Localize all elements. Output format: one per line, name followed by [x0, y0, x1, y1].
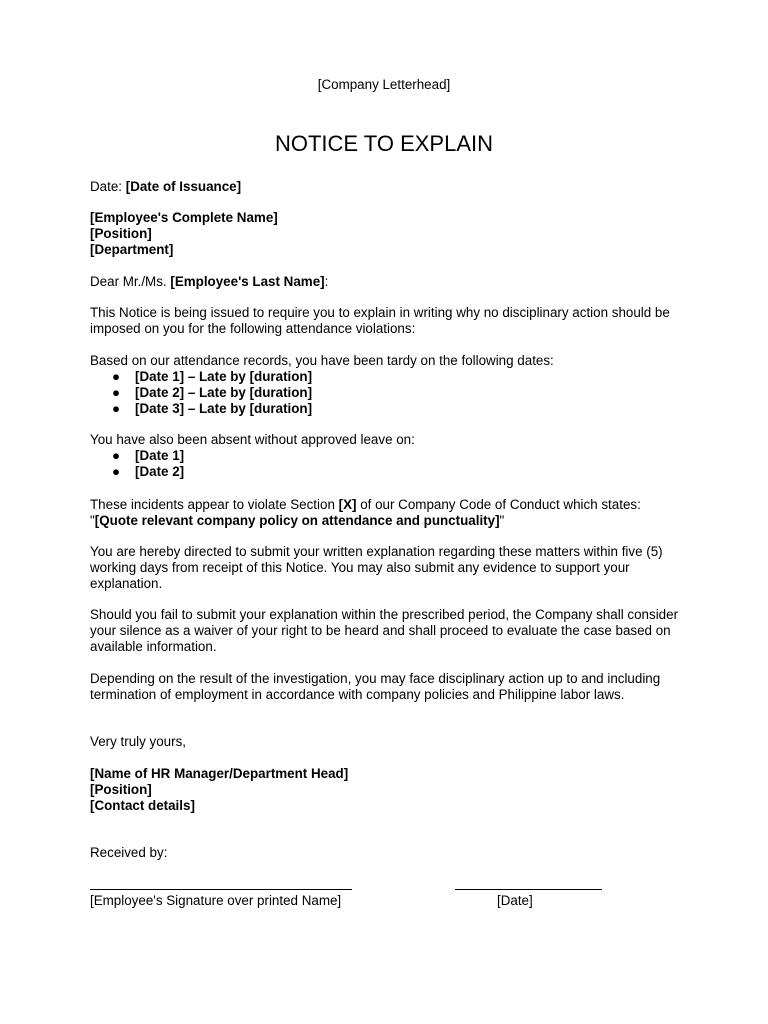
tardy-item: [Date 1] – Late by [duration] — [135, 369, 313, 384]
bullet-icon: ● — [112, 448, 121, 463]
salutation-prefix: Dear Mr./Ms. — [90, 274, 171, 289]
violation-suffix: of our Company Code of Conduct which states: — [356, 497, 641, 512]
date-line — [90, 179, 241, 195]
received-by: Received by: — [90, 845, 168, 860]
salutation-suffix: : — [324, 274, 329, 289]
salutation-name: [Employee's Last Name] — [170, 274, 325, 289]
salutation — [90, 274, 328, 290]
signature-label: [Employee's Signature over printed Name] — [90, 893, 342, 908]
policy-quote — [90, 513, 504, 529]
violation-line — [90, 497, 641, 513]
quote-close: " — [499, 513, 505, 528]
list-item — [112, 369, 312, 385]
closing: Very truly yours, — [90, 734, 186, 749]
employee-signature-line — [90, 889, 352, 890]
date-label: Date: — [90, 179, 126, 194]
list-item — [112, 464, 184, 480]
tardy-intro: Based on our attendance records, you have been tardy on the following dates: — [90, 353, 554, 368]
signatory-name: [Name of HR Manager/Department Head] — [90, 766, 349, 781]
failure-paragraph: Should you fail to submit your explanation within the prescribed period, the Company shall consider your silence as a waiver of your right to be heard and shall proceed to evaluate the case based on available information. — [90, 607, 679, 654]
signatory-position: [Position] — [90, 782, 152, 797]
document-title: NOTICE TO EXPLAIN — [274, 131, 494, 156]
signatory-contact: [Contact details] — [90, 798, 195, 813]
recipient-department: [Department] — [90, 242, 174, 257]
list-item — [112, 401, 312, 417]
date-value: [Date of Issuance] — [125, 179, 242, 194]
intro-paragraph: This Notice is being issued to require you to explain in writing why no disciplinary action should be imposed on you for the following attendance violations: — [90, 305, 670, 336]
absent-item: [Date 2] — [135, 464, 185, 479]
recipient-position: [Position] — [90, 226, 152, 241]
violation-section: [X] — [338, 497, 357, 512]
bullet-icon: ● — [112, 369, 121, 384]
recipient-name: [Employee's Complete Name] — [90, 210, 278, 225]
list-item — [112, 385, 312, 401]
consequence-paragraph: Depending on the result of the investigation, you may face disciplinary action up to and including termination of employment in accordance with company policies and Philippine labor laws. — [90, 671, 661, 702]
bullet-icon: ● — [112, 385, 121, 400]
list-item — [112, 448, 184, 464]
quote-open: " — [90, 513, 95, 528]
date-signature-line — [455, 889, 602, 890]
tardy-list — [112, 369, 312, 417]
date-label-under-line: [Date] — [497, 893, 533, 908]
letterhead: [Company Letterhead] — [317, 77, 451, 92]
violation-prefix: These incidents appear to violate Section — [90, 497, 339, 512]
directive-paragraph: You are hereby directed to submit your written explanation regarding these matters within five (5) working days from receipt of this Notice. You may also submit any evidence to support your explanation. — [90, 544, 663, 591]
tardy-item: [Date 2] – Late by [duration] — [135, 385, 313, 400]
quote-text: [Quote relevant company policy on attendance and punctuality] — [94, 513, 500, 528]
bullet-icon: ● — [112, 464, 121, 479]
bullet-icon: ● — [112, 401, 121, 416]
absent-list — [112, 448, 184, 480]
absent-intro: You have also been absent without approved leave on: — [90, 432, 415, 447]
tardy-item: [Date 3] – Late by [duration] — [135, 401, 313, 416]
absent-item: [Date 1] — [135, 448, 185, 463]
